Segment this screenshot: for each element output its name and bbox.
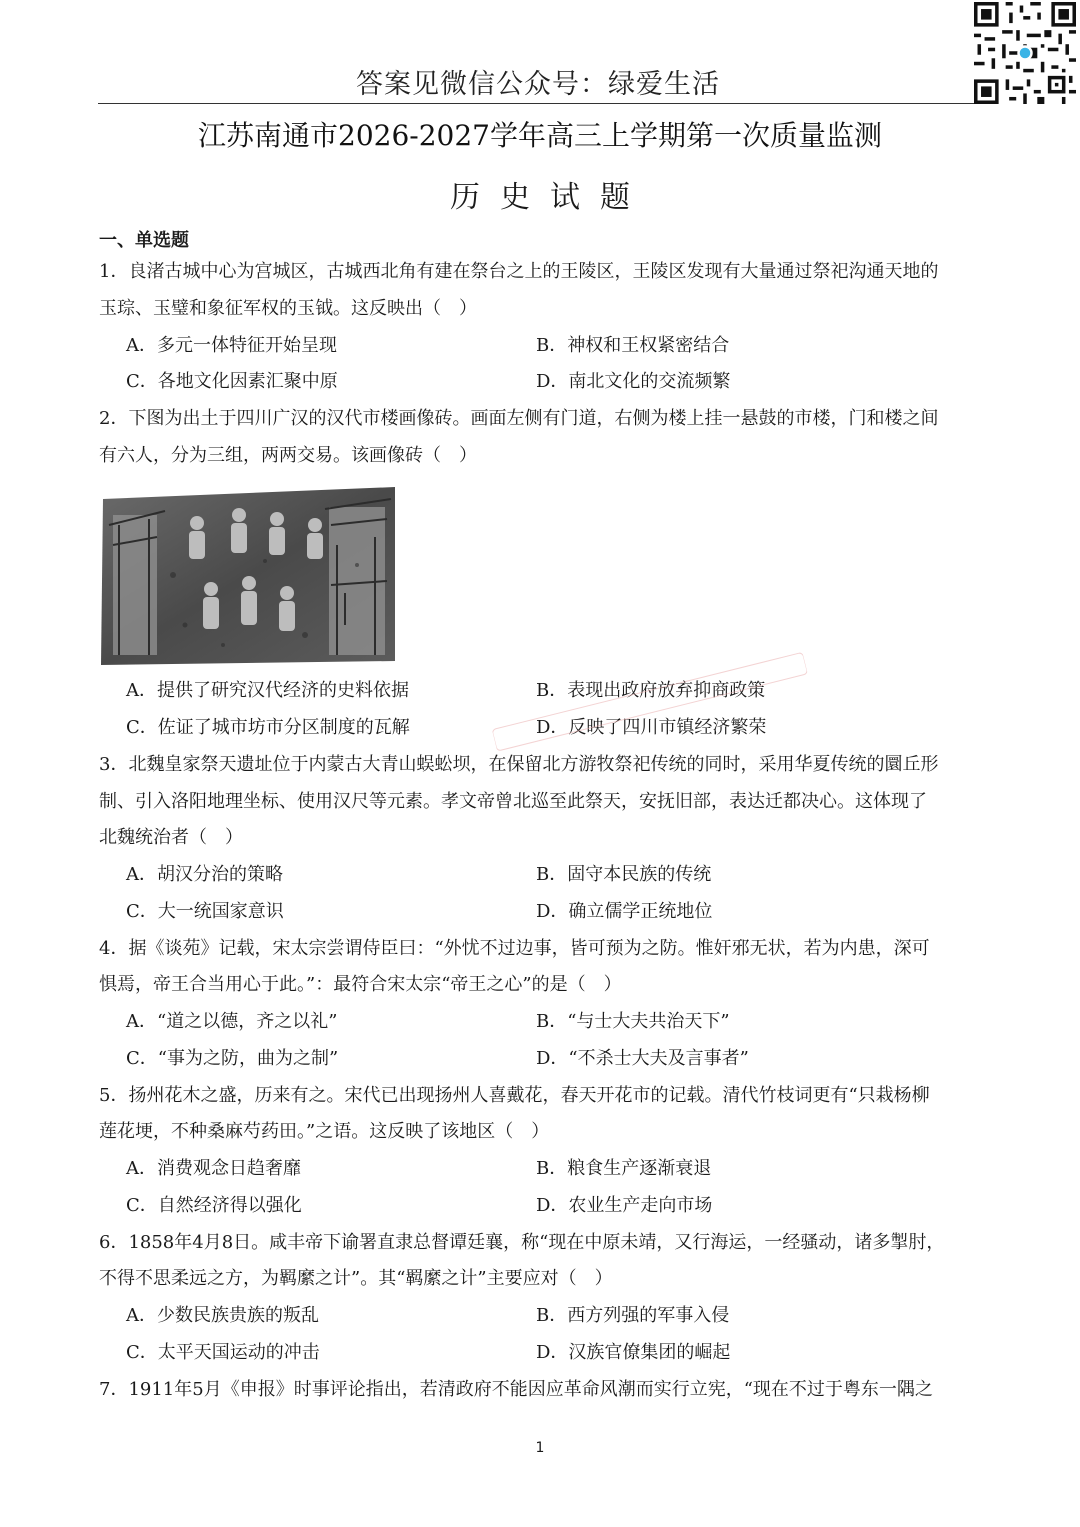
question-6-option-a: A．少数民族贵族的叛乱: [126, 1305, 319, 1326]
question-1-line-2: 玉琮、玉璧和象征军权的玉钺。这反映出（ ）: [99, 298, 477, 319]
question-4-option-d: D．“不杀士大夫及言事者”: [536, 1048, 749, 1069]
question-2-line-2: 有六人，分为三组，两两交易。该画像砖（ ）: [99, 445, 477, 466]
question-6-line-2: 不得不思柔远之方，为羁縻之计”。其“羁縻之计”主要应对（ ）: [99, 1268, 613, 1289]
question-3-option-a: A．胡汉分治的策略: [126, 864, 283, 885]
qr-code-icon: [974, 2, 1076, 104]
question-2-option-b: B．表现出政府放弃抑商政策: [536, 680, 766, 701]
question-5-line-2: 莲花埂，不种桑麻芍药田。”之语。这反映了该地区（ ）: [99, 1121, 550, 1142]
question-4-option-c: C．“事为之防，曲为之制”: [126, 1048, 339, 1069]
question-2-line-1: 2．下图为出土于四川广汉的汉代市楼画像砖。画面左侧有门道，右侧为楼上挂一悬鼓的市楼，门和楼之间: [99, 408, 939, 429]
question-4-option-a: A．“道之以德，齐之以礼”: [126, 1011, 338, 1032]
question-1-option-c: C．各地文化因素汇聚中原: [126, 371, 338, 392]
question-2-option-c: C．佐证了城市坊市分区制度的瓦解: [126, 717, 410, 738]
subject-title: 历史试题: [450, 180, 650, 215]
question-1-option-d: D．南北文化的交流频繁: [536, 371, 731, 392]
question-7-line-1: 7．1911年5月《申报》时事评论指出，若清政府不能因应革命风潮而实行立宪，“现在不过于粤东一隅之: [99, 1379, 933, 1400]
question-3-line-1: 3．北魏皇家祭天遗址位于内蒙古大青山蜈蚣坝，在保留北方游牧祭祀传统的同时，采用华夏传统的圜丘形: [99, 754, 939, 775]
question-1-line-1: 1．良渚古城中心为宫城区，古城西北角有建在祭台之上的王陵区，王陵区发现有大量通过祭祀沟通天地的: [99, 261, 939, 282]
banner-text: 答案见微信公众号：绿爱生活: [356, 69, 720, 100]
question-5-option-c: C．自然经济得以强化: [126, 1195, 302, 1216]
question-3-line-2: 制、引入洛阳地理坐标、使用汉尺等元素。孝文帝曾北巡至此祭天，安抚旧部，表达迁都决心。这体现了: [99, 791, 927, 812]
question-3-line-3: 北魏统治者（ ）: [99, 827, 243, 848]
question-3-option-b: B．固守本民族的传统: [536, 864, 712, 885]
question-3-option-c: C．大一统国家意识: [126, 901, 284, 922]
question-6-option-b: B．西方列强的军事入侵: [536, 1305, 730, 1326]
question-5-line-1: 5．扬州花木之盛，历来有之。宋代已出现扬州人喜戴花，春天开花市的记载。清代竹枝词更有“只栽杨柳: [99, 1085, 930, 1106]
question-2-option-a: A．提供了研究汉代经济的史料依据: [126, 680, 409, 701]
question-1-option-b: B．神权和王权紧密结合: [536, 335, 730, 356]
question-6-line-1: 6．1858年4月8日。咸丰帝下谕署直隶总督谭廷襄，称“现在中原未靖，又行海运，一经骚动，诸多掣肘，: [99, 1232, 945, 1253]
question-4-line-2: 惧焉，帝王合当用心于此。”：最符合宋太宗“帝王之心”的是（ ）: [99, 974, 622, 995]
question-1-option-a: A．多元一体特征开始呈现: [126, 335, 337, 356]
question-6-option-c: C．太平天国运动的冲击: [126, 1342, 320, 1363]
question-2-option-d: D．反映了四川市镇经济繁荣: [536, 717, 767, 738]
question-5-option-a: A．消费观念日趋奢靡: [126, 1158, 301, 1179]
question-5-option-d: D．农业生产走向市场: [536, 1195, 713, 1216]
section-title: 一、单选题: [99, 230, 189, 251]
exam-title: 江苏南通市2026-2027学年高三上学期第一次质量监测: [198, 119, 882, 152]
banner-divider: [98, 103, 974, 104]
question-3-option-d: D．确立儒学正统地位: [536, 901, 713, 922]
question-6-option-d: D．汉族官僚集团的崛起: [536, 1342, 731, 1363]
question-4-option-b: B．“与士大夫共治天下”: [536, 1011, 730, 1032]
question-5-option-b: B．粮食生产逐渐衰退: [536, 1158, 712, 1179]
page-number: 1: [535, 1440, 545, 1456]
question-4-line-1: 4．据《谈苑》记载，宋太宗尝谓侍臣曰：“外忧不过边事，皆可预为之防。惟奸邪无状，若为内患，深可: [99, 938, 930, 959]
han-market-brick-image: [99, 485, 397, 667]
